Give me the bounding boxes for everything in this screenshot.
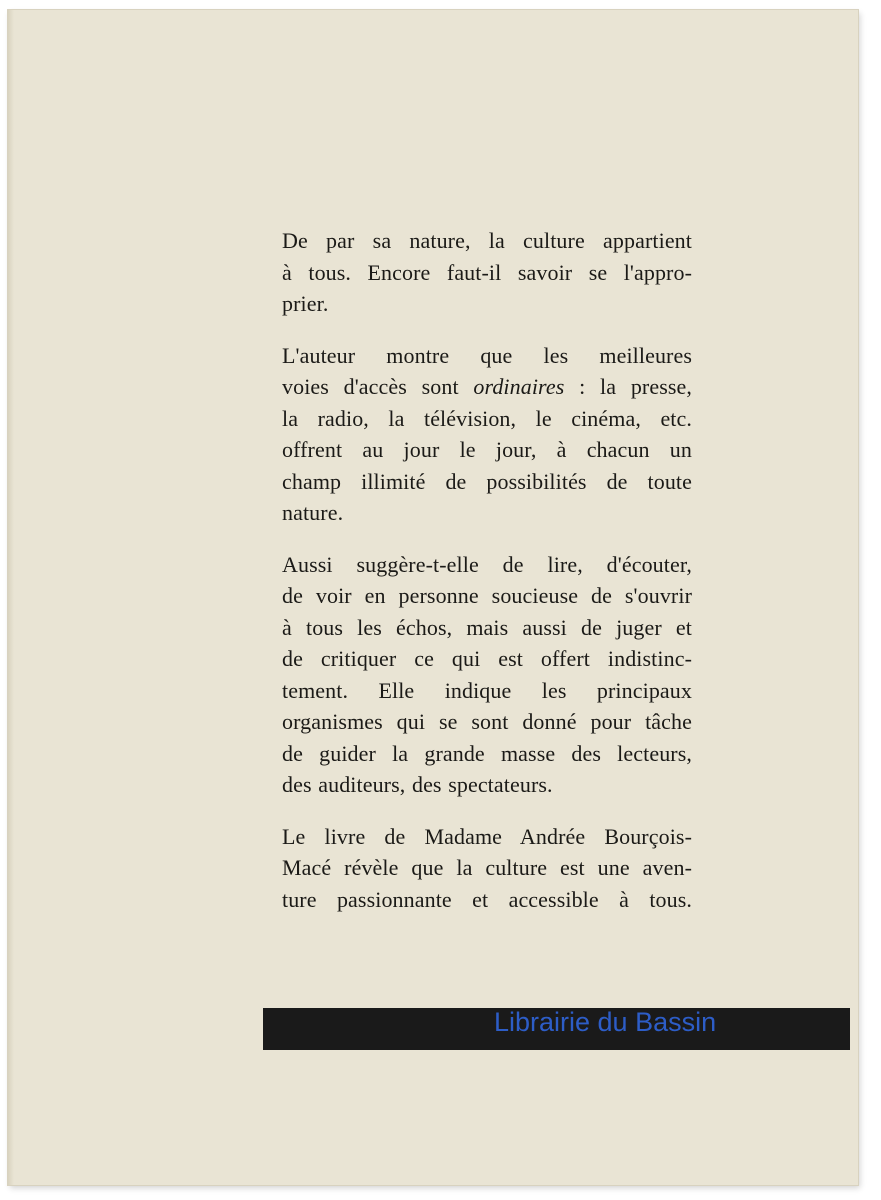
text-line: des auditeurs, des spectateurs. [282, 772, 553, 797]
text-line: à tous. Encore faut-il savoir se l'appro- [282, 259, 692, 285]
text-line: offrent au jour le jour, à chacun un [282, 437, 692, 462]
text-line: à tous les échos, mais aussi de juger et [282, 614, 692, 640]
text-line: champ illimité de possibilités de toute [282, 468, 692, 494]
text-line: nature. [282, 500, 344, 525]
text-line: ture passionnante et accessible à tous. [282, 886, 692, 912]
text-line: de voir en personne soucieuse de s'ouvrir [282, 583, 692, 608]
text-line: de guider la grande masse des lecteurs, [282, 740, 692, 766]
paragraph-4 [262, 821, 692, 916]
text-line-with-emphasis [262, 371, 692, 403]
blurb-text [262, 225, 692, 935]
text-line: la radio, la télévision, le cinéma, etc. [282, 405, 692, 431]
text-line: De par sa nature, la culture appartient [282, 228, 692, 253]
text-fragment: : la presse, [579, 374, 692, 399]
paragraph-3 [262, 549, 692, 801]
text-line: L'auteur montre que les meilleures [282, 342, 692, 368]
text-line: Aussi suggère-t-elle de lire, d'écouter, [282, 551, 692, 577]
cover-edge [8, 10, 14, 1185]
paragraph-2 [262, 340, 692, 529]
paragraph-1 [262, 225, 692, 320]
text-line: organismes qui se sont donné pour tâche [282, 709, 692, 734]
text-line: Macé révèle que la culture est une aven- [282, 855, 692, 880]
text-line: Le livre de Madame Andrée Bourçois- [282, 823, 692, 849]
emphasized-word: ordinaires [473, 374, 565, 399]
text-fragment: voies d'accès sont [282, 374, 459, 399]
text-line: prier. [282, 291, 329, 316]
text-line: de critiquer ce qui est offert indistinc- [282, 646, 692, 671]
text-line: tement. Elle indique les principaux [282, 677, 692, 703]
watermark-text: Librairie du Bassin [494, 1007, 717, 1037]
